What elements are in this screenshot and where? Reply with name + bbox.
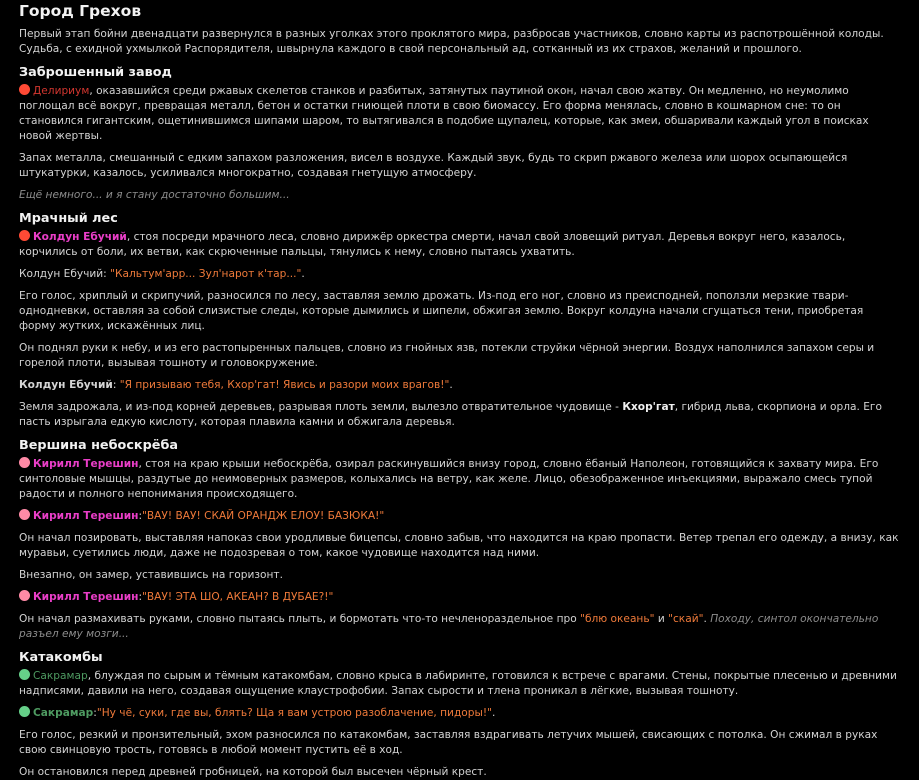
character-name-sakramar: Сакрамар [33, 707, 94, 719]
catacombs-paragraph-3: Его голос, резкий и пронзительный, эхом разносился по катакомбам, заставляя вздрагивать летучих мышей, свисающих с потолка. Он сжимал в руках свою свинцовую трость, готовясь в любой момент пустить её в ход. [19, 729, 878, 756]
skyscraper-paragraph-6 [19, 612, 901, 642]
factory-paragraph-1-text: , оказавшийся среди ржавых скелетов станков и разбитых, затянутых паутиной окон, начал свою жатву. Он медленно, но неумолимо поглощал всё вокруг, превращая металл, бетон и остатки гниющей плоти в свою биомассу. Его форма менялась, словно в кошмарном сне: то он становился гигантским, ощетинившимся шипами шаром, то вытягивался в подобие щупалец, которые, как змеи, обшаривали каждый угол в поисках новой жертвы. [19, 85, 869, 142]
skyscraper-dialogue-1 [19, 509, 901, 524]
character-name-kirill: Кирилл Терешин [33, 510, 139, 522]
skyscraper-dialogue-2 [19, 590, 901, 605]
section-heading-forest: Мрачный лес [19, 211, 118, 226]
skyscraper-paragraph-6-a: Он начал размахивать руками, словно пытаясь плыть, и бормотать что-то нечленораздельное про [19, 613, 581, 625]
clown-face-emoji-icon [19, 457, 30, 468]
forest-dialogue-1-end: . [301, 268, 305, 280]
clown-face-emoji-icon [19, 509, 30, 520]
clown-face-emoji-icon [19, 590, 30, 601]
forest-dialogue-2-colon: : [112, 379, 120, 391]
forest-paragraph-6-c: , гибрид льва, скорпиона и орла. Его пасть изрыгала едкую кислоту, которая плавила камни и обжигала деревья. [19, 401, 882, 428]
forest-dialogue-2-end: . [449, 379, 453, 391]
catacombs-dialogue-1 [19, 706, 901, 721]
forest-dialogue-2 [19, 378, 901, 393]
character-name-kirill: Кирилл Терешин [33, 591, 139, 603]
page-title: Город Грехов [19, 2, 142, 20]
skyscraper-dialogue-1-speech: "ВАУ! ВАУ! СКАЙ ОРАНДЖ ЕЛОУ! БАЗЮКА!" [142, 510, 385, 522]
skyscraper-paragraph-6-c: и [654, 613, 669, 625]
character-name-sakramar: Сакрамар [33, 670, 88, 682]
catacombs-dialogue-1-colon: : [93, 707, 97, 719]
skyscraper-dialogue-1-colon: : [138, 510, 143, 522]
forest-dialogue-1-speech: "Кальтум'арр... Зул'нарот к'тар..." [110, 268, 302, 280]
character-name-kirill: Кирилл Терешин [33, 458, 139, 470]
forest-dialogue-2-label: Колдун Ебучий [19, 379, 113, 391]
skyscraper-paragraph-6-e: . [703, 613, 711, 625]
skyscraper-paragraph-6-speech-1: "блю океань" [580, 613, 655, 625]
section-heading-factory: Заброшенный завод [19, 65, 172, 80]
character-name-koldun: Колдун Ебучий [33, 231, 127, 243]
skyscraper-paragraph-6-speech-2: "скай" [668, 613, 704, 625]
forest-dialogue-2-speech: "Я призываю тебя, Кхор'гат! Явись и разори моих врагов!" [119, 379, 450, 391]
skyscraper-paragraph-1-text: , стоя на краю крыши небоскрёба, озирал раскинувшийся внизу город, словно ёбаный Наполеон, готовящийся к захвату мира. Его синтоловые мышцы, раздутые до неимоверных размеров, колыхались на ветру, как желе. Лицо, обезображенное инъекциями, выражало смесь тупой радости и полного непонимания происходящего. [19, 458, 879, 500]
skyscraper-dialogue-2-speech: "ВАУ! ЭТА ШО, АКЕАН? В ДУБАЕ?!" [142, 591, 334, 603]
alien-emoji-icon [19, 706, 30, 717]
forest-dialogue-1 [19, 267, 901, 282]
red-devil-emoji-icon [19, 84, 30, 95]
character-name-delirium: Делириум [33, 85, 90, 97]
forest-paragraph-1 [19, 230, 901, 260]
forest-paragraph-3: Его голос, хриплый и скрипучий, разносился по лесу, заставляя землю дрожать. Из-под его ног, словно из преисподней, поползли мерзкие твари-однодневки, оставляя за собой слизистые следы, которые дымились и шипели, обжигая землю. Вокруг колдуна начали сгущаться тени, приобретая форму жутких, искажённых лиц. [19, 290, 864, 332]
forest-paragraph-1-text: , стоя посреди мрачного леса, словно дирижёр оркестра смерти, начал свой зловещий ритуал. Деревья вокруг него, казалось, корчились от боли, их ветви, как скрюченные пальцы, тянулись к нему, словно пытаясь ухватить. [19, 231, 846, 258]
skyscraper-thought: Походу, синтол окончательно разъел ему мозги... [19, 613, 879, 640]
catacombs-dialogue-1-speech: "Ну чё, суки, где вы, блять? Ща я вам устрою разоблачение, пидоры!" [96, 707, 492, 719]
catacombs-paragraph-1-text: , блуждая по сырым и тёмным катакомбам, словно крыса в лабиринте, готовился к встрече с врагами. Стены, покрытые плесенью и древними надписями, давили на него, создавая ощущение клаустрофобии. Запах сырости и тлена проникал в лёгкие, вызывая тошноту. [19, 670, 897, 697]
factory-thought: Ещё немного... и я стану достаточно большим... [19, 189, 290, 201]
catacombs-paragraph-1 [19, 669, 901, 699]
forest-paragraph-6 [19, 400, 901, 430]
alien-emoji-icon [19, 669, 30, 680]
forest-dialogue-1-label: Колдун Ебучий: [19, 268, 111, 280]
skyscraper-paragraph-3: Он начал позировать, выставляя напоказ свои уродливые бицепсы, словно забыв, что находится на краю пропасти. Ветер трепал его одежду, а внизу, как муравьи, суетились люди, даже не подозревая о том, какое чудовище находится над ними. [19, 532, 899, 559]
forest-paragraph-6-a: Земля задрожала, и из-под корней деревьев, разрывая плоть земли, вылезло отвратительное чудовище - [19, 401, 623, 413]
factory-paragraph-1 [19, 84, 901, 144]
monster-name: Кхор'гат [622, 401, 675, 413]
catacombs-paragraph-4: Он остановился перед древней гробницей, на которой был высечен чёрный крест. [19, 766, 487, 778]
skyscraper-dialogue-2-colon: : [138, 591, 143, 603]
skyscraper-paragraph-4: Внезапно, он замер, уставившись на горизонт. [19, 569, 283, 581]
red-devil-emoji-icon [19, 230, 30, 241]
catacombs-dialogue-1-end: . [491, 707, 496, 719]
intro-paragraph: Первый этап бойни двенадцати развернулся в разных уголках этого проклятого мира, разбросав участников, словно карты из распотрошённой колоды. Судьба, с ехидной ухмылкой Распорядителя, швырнула каждого в свой персональный ад, сотканный из их страхов, желаний и прошлого. [19, 28, 884, 55]
forest-paragraph-4: Он поднял руки к небу, и из его растопыренных пальцев, словно из гнойных язв, потекли струйки чёрной энергии. Воздух наполнился запахом серы и горелой плоти, вызывая тошноту и головокружение. [19, 342, 875, 369]
section-heading-skyscraper: Вершина небоскрёба [19, 438, 179, 453]
factory-paragraph-2: Запах металла, смешанный с едким запахом разложения, висел в воздухе. Каждый звук, будь то скрип ржавого железа или шорох осыпающейся штукатурки, казалось, усиливался многократно, создавая гнетущую атмосферу. [19, 152, 848, 179]
section-heading-catacombs: Катакомбы [19, 650, 103, 665]
skyscraper-paragraph-1 [19, 457, 901, 502]
